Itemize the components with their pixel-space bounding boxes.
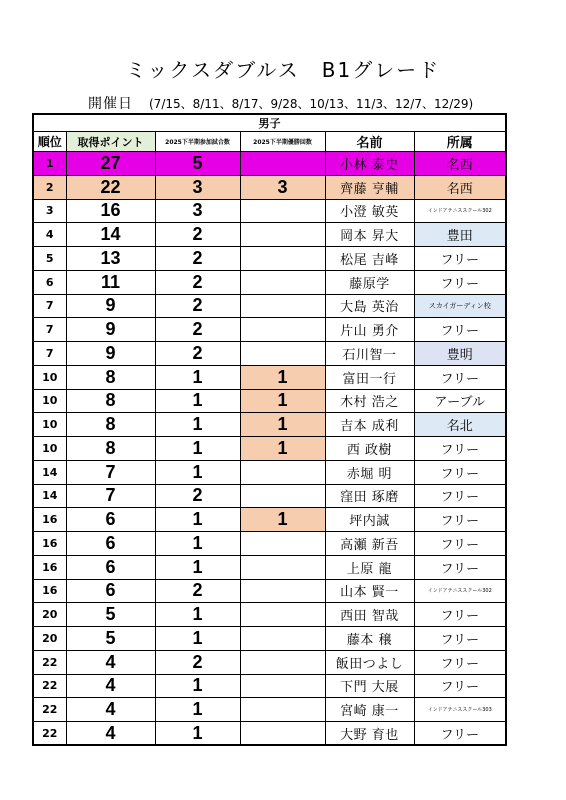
wins-cell: 1 bbox=[240, 437, 325, 461]
wins-cell bbox=[240, 674, 325, 698]
name-cell: 松尾 吉峰 bbox=[325, 247, 414, 271]
table-row bbox=[33, 579, 506, 603]
rank-cell: 7 bbox=[33, 318, 66, 342]
wins-cell bbox=[240, 650, 325, 674]
table-row bbox=[33, 698, 506, 722]
name-cell: 藤原学 bbox=[325, 270, 414, 294]
rank-column-header: 順位 bbox=[33, 132, 66, 152]
points-cell: 9 bbox=[66, 342, 155, 366]
points-cell: 4 bbox=[66, 650, 155, 674]
name-cell: 山本 賢一 bbox=[325, 579, 414, 603]
name-cell: 赤堀 明 bbox=[325, 460, 414, 484]
wins-cell: 3 bbox=[240, 175, 325, 199]
table-row bbox=[33, 508, 506, 532]
table-row bbox=[33, 199, 506, 223]
rank-cell: 10 bbox=[33, 389, 66, 413]
wins-cell bbox=[240, 318, 325, 342]
rank-cell: 16 bbox=[33, 555, 66, 579]
wins-cell bbox=[240, 294, 325, 318]
wins-cell bbox=[240, 555, 325, 579]
name-cell: 飯田つよし bbox=[325, 650, 414, 674]
matches-cell: 1 bbox=[155, 389, 240, 413]
affiliation-cell: フリー bbox=[414, 247, 506, 271]
rank-cell: 22 bbox=[33, 698, 66, 722]
name-column-header: 名前 bbox=[325, 132, 414, 152]
matches-cell: 2 bbox=[155, 342, 240, 366]
affiliation-cell: フリー bbox=[414, 484, 506, 508]
points-cell: 9 bbox=[66, 294, 155, 318]
wins-cell bbox=[240, 152, 325, 176]
table-row bbox=[33, 437, 506, 461]
points-cell: 5 bbox=[66, 627, 155, 651]
table-row bbox=[33, 247, 506, 271]
wins-cell: 1 bbox=[240, 413, 325, 437]
rank-cell: 10 bbox=[33, 413, 66, 437]
ranking-table bbox=[32, 113, 507, 746]
affiliation-cell: フリー bbox=[414, 674, 506, 698]
points-cell: 11 bbox=[66, 270, 155, 294]
matches-cell: 1 bbox=[155, 674, 240, 698]
rank-cell: 3 bbox=[33, 199, 66, 223]
table-row bbox=[33, 175, 506, 199]
affiliation-cell: アーブル bbox=[414, 389, 506, 413]
rank-cell: 4 bbox=[33, 223, 66, 247]
table-row bbox=[33, 342, 506, 366]
affiliation-cell: スカイガーディン校 bbox=[414, 294, 506, 318]
affiliation-cell: フリー bbox=[414, 650, 506, 674]
table-row bbox=[33, 365, 506, 389]
points-cell: 6 bbox=[66, 532, 155, 556]
affiliation-cell: フリー bbox=[414, 627, 506, 651]
affiliation-cell: フリー bbox=[414, 555, 506, 579]
wins-cell: 1 bbox=[240, 389, 325, 413]
wins-cell: 1 bbox=[240, 508, 325, 532]
rank-cell: 2 bbox=[33, 175, 66, 199]
matches-column-header: 2025下半期参加試合数 bbox=[155, 132, 240, 152]
matches-cell: 1 bbox=[155, 627, 240, 651]
name-cell: 岡本 昇大 bbox=[325, 223, 414, 247]
matches-cell: 3 bbox=[155, 175, 240, 199]
wins-cell: 1 bbox=[240, 365, 325, 389]
rank-cell: 7 bbox=[33, 294, 66, 318]
matches-cell: 5 bbox=[155, 152, 240, 176]
matches-cell: 1 bbox=[155, 508, 240, 532]
table-row bbox=[33, 413, 506, 437]
matches-cell: 1 bbox=[155, 722, 240, 746]
matches-cell: 2 bbox=[155, 223, 240, 247]
name-cell: 齊藤 亨輔 bbox=[325, 175, 414, 199]
table-row bbox=[33, 152, 506, 176]
affiliation-cell: フリー bbox=[414, 437, 506, 461]
table-row bbox=[33, 674, 506, 698]
wins-cell bbox=[240, 270, 325, 294]
rank-cell: 5 bbox=[33, 247, 66, 271]
wins-cell bbox=[240, 460, 325, 484]
matches-cell: 2 bbox=[155, 484, 240, 508]
points-column-header: 取得ポイント bbox=[66, 132, 155, 152]
affiliation-cell: 豊明 bbox=[414, 342, 506, 366]
matches-cell: 2 bbox=[155, 579, 240, 603]
points-cell: 6 bbox=[66, 555, 155, 579]
rank-cell: 10 bbox=[33, 437, 66, 461]
affiliation-cell: インドアテニススクール302 bbox=[414, 579, 506, 603]
matches-cell: 2 bbox=[155, 650, 240, 674]
matches-cell: 2 bbox=[155, 294, 240, 318]
points-cell: 8 bbox=[66, 365, 155, 389]
points-cell: 4 bbox=[66, 698, 155, 722]
rank-cell: 14 bbox=[33, 484, 66, 508]
points-cell: 13 bbox=[66, 247, 155, 271]
name-cell: 高瀬 新吾 bbox=[325, 532, 414, 556]
matches-cell: 1 bbox=[155, 532, 240, 556]
affiliation-cell: インドアテニススクール303 bbox=[414, 698, 506, 722]
points-cell: 16 bbox=[66, 199, 155, 223]
rank-cell: 1 bbox=[33, 152, 66, 176]
name-cell: 吉本 成利 bbox=[325, 413, 414, 437]
affiliation-cell: フリー bbox=[414, 460, 506, 484]
name-cell: 上原 龍 bbox=[325, 555, 414, 579]
name-cell: 藤本 穣 bbox=[325, 627, 414, 651]
name-cell: 木村 浩之 bbox=[325, 389, 414, 413]
rank-cell: 7 bbox=[33, 342, 66, 366]
affiliation-cell: フリー bbox=[414, 603, 506, 627]
table-row bbox=[33, 722, 506, 746]
wins-cell bbox=[240, 223, 325, 247]
affiliation-cell: フリー bbox=[414, 722, 506, 746]
points-cell: 7 bbox=[66, 460, 155, 484]
wins-cell bbox=[240, 722, 325, 746]
affiliation-cell: フリー bbox=[414, 270, 506, 294]
rank-cell: 22 bbox=[33, 722, 66, 746]
rank-cell: 16 bbox=[33, 508, 66, 532]
table-row bbox=[33, 223, 506, 247]
affiliation-cell: 名北 bbox=[414, 413, 506, 437]
table-row bbox=[33, 627, 506, 651]
name-cell: 窪田 琢磨 bbox=[325, 484, 414, 508]
table-row bbox=[33, 460, 506, 484]
points-cell: 4 bbox=[66, 674, 155, 698]
matches-cell: 2 bbox=[155, 318, 240, 342]
event-dates bbox=[88, 93, 473, 113]
table-row bbox=[33, 294, 506, 318]
points-cell: 27 bbox=[66, 152, 155, 176]
wins-cell bbox=[240, 627, 325, 651]
wins-cell bbox=[240, 199, 325, 223]
name-cell: 片山 勇介 bbox=[325, 318, 414, 342]
points-cell: 14 bbox=[66, 223, 155, 247]
name-cell: 西 政樹 bbox=[325, 437, 414, 461]
matches-cell: 1 bbox=[155, 460, 240, 484]
wins-cell bbox=[240, 532, 325, 556]
name-cell: 大島 英治 bbox=[325, 294, 414, 318]
name-cell: 小澄 敏英 bbox=[325, 199, 414, 223]
rank-cell: 22 bbox=[33, 650, 66, 674]
name-cell: 西田 智哉 bbox=[325, 603, 414, 627]
event-dates-label: 開催日 bbox=[88, 96, 133, 112]
points-cell: 6 bbox=[66, 579, 155, 603]
points-cell: 22 bbox=[66, 175, 155, 199]
rank-cell: 14 bbox=[33, 460, 66, 484]
matches-cell: 1 bbox=[155, 365, 240, 389]
matches-cell: 1 bbox=[155, 698, 240, 722]
rank-cell: 10 bbox=[33, 365, 66, 389]
table-row bbox=[33, 270, 506, 294]
table-row bbox=[33, 532, 506, 556]
points-cell: 7 bbox=[66, 484, 155, 508]
affiliation-cell: フリー bbox=[414, 365, 506, 389]
rank-cell: 20 bbox=[33, 627, 66, 651]
rank-cell: 16 bbox=[33, 579, 66, 603]
points-cell: 6 bbox=[66, 508, 155, 532]
affiliation-cell: フリー bbox=[414, 532, 506, 556]
wins-cell bbox=[240, 484, 325, 508]
wins-cell bbox=[240, 342, 325, 366]
name-cell: 大野 育也 bbox=[325, 722, 414, 746]
points-cell: 5 bbox=[66, 603, 155, 627]
affiliation-cell: 豊田 bbox=[414, 223, 506, 247]
matches-cell: 1 bbox=[155, 437, 240, 461]
points-cell: 8 bbox=[66, 413, 155, 437]
matches-cell: 1 bbox=[155, 413, 240, 437]
wins-column-header: 2025下半期優勝回数 bbox=[240, 132, 325, 152]
points-cell: 4 bbox=[66, 722, 155, 746]
rank-cell: 16 bbox=[33, 532, 66, 556]
affiliation-cell: 名西 bbox=[414, 152, 506, 176]
wins-cell bbox=[240, 247, 325, 271]
matches-cell: 3 bbox=[155, 199, 240, 223]
table-row bbox=[33, 484, 506, 508]
table-row bbox=[33, 650, 506, 674]
affiliation-cell: フリー bbox=[414, 318, 506, 342]
name-cell: 下門 大展 bbox=[325, 674, 414, 698]
page-title: ミックスダブルス B1グレード bbox=[125, 58, 441, 82]
name-cell: 宮崎 康一 bbox=[325, 698, 414, 722]
name-cell: 小林 泰史 bbox=[325, 152, 414, 176]
rank-cell: 6 bbox=[33, 270, 66, 294]
event-dates-value: (7/15、8/11、8/17、9/28、10/13、11/3、12/7、12/29) bbox=[149, 97, 474, 111]
wins-cell bbox=[240, 603, 325, 627]
affiliation-column-header: 所属 bbox=[414, 132, 506, 152]
affiliation-cell: インドアテニススクール302 bbox=[414, 199, 506, 223]
affiliation-cell: フリー bbox=[414, 508, 506, 532]
name-cell: 坪内誠 bbox=[325, 508, 414, 532]
matches-cell: 2 bbox=[155, 247, 240, 271]
table-row bbox=[33, 603, 506, 627]
points-cell: 9 bbox=[66, 318, 155, 342]
matches-cell: 2 bbox=[155, 270, 240, 294]
wins-cell bbox=[240, 579, 325, 603]
table-row bbox=[33, 318, 506, 342]
name-cell: 富田一行 bbox=[325, 365, 414, 389]
name-cell: 石川智一 bbox=[325, 342, 414, 366]
rank-cell: 20 bbox=[33, 603, 66, 627]
rank-cell: 22 bbox=[33, 674, 66, 698]
points-cell: 8 bbox=[66, 389, 155, 413]
matches-cell: 1 bbox=[155, 603, 240, 627]
table-row bbox=[33, 389, 506, 413]
table-row bbox=[33, 555, 506, 579]
matches-cell: 1 bbox=[155, 555, 240, 579]
affiliation-cell: 名西 bbox=[414, 175, 506, 199]
section-header: 男子 bbox=[33, 114, 506, 132]
wins-cell bbox=[240, 698, 325, 722]
points-cell: 8 bbox=[66, 437, 155, 461]
